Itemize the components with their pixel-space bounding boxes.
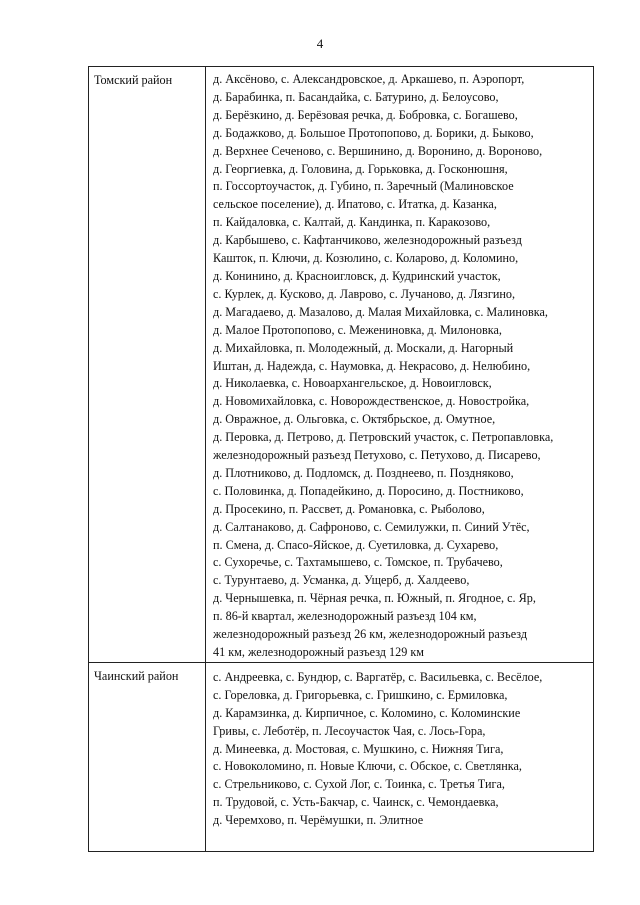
settlements-line: с. Курлек, д. Кусково, д. Лаврово, с. Лучаново, д. Лязгино, — [213, 286, 516, 301]
settlements-line: д. Аксёново, с. Александровское, д. Аркашево, п. Аэропорт, — [213, 72, 525, 86]
settlements-cell — [206, 67, 594, 663]
settlements-line: д. Малое Протопопово, с. Межениновка, д. Милоновка, — [213, 322, 502, 337]
settlements-line: д. Георгиевка, д. Головина, д. Горьковка, д. Госконюшня, — [213, 161, 508, 176]
settlements-line: д. Николаевка, с. Новоархангельское, д. Новоигловск, — [213, 376, 492, 391]
settlements-line: д. Карбышево, с. Кафтанчиково, железнодорожный разъезд — [213, 233, 522, 248]
settlements-line: сельское поселение), д. Ипатово, с. Итатка, д. Казанка, — [213, 197, 497, 212]
settlements-line: д. Карамзинка, д. Кирпичное, с. Коломино, с. Коломинские — [213, 705, 521, 720]
settlements-line: д. Берёзкино, д. Берёзовая речка, д. Бобровка, с. Богашево, — [213, 107, 518, 122]
settlements-line: д. Салтанаково, д. Сафроново, с. Семилужки, п. Синий Утёс, — [213, 519, 530, 534]
settlements-line: д. Михайловка, п. Молодежный, д. Москали, д. Нагорный — [213, 340, 514, 355]
settlements-line: д. Конинино, д. Красноигловск, д. Кудринский участок, — [213, 268, 501, 283]
settlements-line: с. Андреевка, с. Бундюр, с. Варгатёр, с. Васильевка, с. Весёлое, — [213, 669, 543, 684]
settlements-line: д. Магадаево, д. Мазалово, д. Малая Михайловка, с. Малиновка, — [213, 304, 548, 319]
settlements-line: д. Плотниково, д. Подломск, д. Позднеево, п. Поздняково, — [213, 465, 514, 480]
settlements-line: д. Новомихайловка, с. Новорождественское, д. Новостройка, — [213, 394, 530, 409]
settlements-line: д. Просекино, п. Рассвет, д. Романовка, с. Рыболово, — [213, 501, 485, 516]
settlements-line: с. Сухоречье, с. Тахтамышево, с. Томское, п. Трубачево, — [213, 555, 503, 570]
settlements-line: п. Кайдаловка, с. Калтай, д. Кандинка, п. Каракозово, — [213, 215, 491, 230]
regions-table — [88, 66, 594, 852]
settlements-line: железнодорожный разъезд 26 км, железнодорожный разъезд — [213, 627, 528, 642]
settlements-line: д. Перовка, д. Петрово, д. Петровский участок, с. Петропавловка, — [213, 430, 554, 445]
settlements-line: Гривы, с. Леботёр, п. Лесоучасток Чая, с. Лось-Гора, — [213, 723, 486, 738]
table-row — [89, 67, 594, 663]
page-number: 4 — [316, 36, 324, 51]
region-name: Чаинский район — [94, 668, 179, 683]
settlements-cell — [206, 662, 594, 851]
settlements-line: 41 км, железнодорожный разъезд 129 км — [213, 645, 425, 659]
settlements-line: с. Новоколомино, п. Новые Ключи, с. Обское, с. Светлянка, — [213, 759, 522, 774]
region-name-cell — [89, 662, 206, 851]
settlements-line: железнодорожный разъезд Петухово, с. Петухово, д. Писарево, — [213, 448, 541, 463]
settlements-line: с. Стрельниково, с. Сухой Лог, с. Тоинка, с. Третья Тига, — [213, 777, 505, 792]
region-name: Томский район — [94, 73, 173, 87]
settlements-line: п. Госсортоучасток, д. Губино, п. Заречный (Малиновское — [213, 179, 514, 194]
settlements-line: д. Овражное, д. Ольговка, с. Октябрьское, д. Омутное, — [213, 412, 496, 427]
settlements-line: с. Турунтаево, д. Усманка, д. Ущерб, д. Халдеево, — [213, 573, 470, 588]
settlements-line: п. Трудовой, с. Усть-Бакчар, с. Чаинск, с. Чемондаевка, — [213, 795, 499, 810]
settlements-line: с. Половинка, д. Попадейкино, д. Поросино, д. Постниково, — [213, 483, 524, 498]
settlements-line: д. Барабинка, п. Басандайка, с. Батурино, д. Белоусово, — [213, 89, 499, 104]
settlements-line: п. Смена, д. Спасо-Яйское, д. Суетиловка, д. Сухарево, — [213, 537, 499, 552]
settlements-line: д. Черемхово, п. Черёмушки, п. Элитное — [213, 813, 424, 828]
table-row — [89, 662, 594, 851]
settlements-line: с. Гореловка, д. Григорьевка, с. Гришкино, с. Ермиловка, — [213, 687, 508, 702]
settlements-line: д. Бодажково, д. Большое Протопопово, д. Борики, д. Быково, — [213, 125, 534, 140]
settlements-line: Кашток, п. Ключи, д. Козюлино, с. Коларово, д. Коломино, — [213, 251, 519, 266]
region-name-cell — [89, 67, 206, 663]
settlements-line: п. 86-й квартал, железнодорожный разъезд 104 км, — [213, 609, 477, 624]
settlements-line: д. Верхнее Сеченово, с. Вершинино, д. Воронино, д. Вороново, — [213, 143, 543, 158]
settlements-line: д. Чернышевка, п. Чёрная речка, п. Южный, п. Ягодное, с. Яр, — [213, 591, 536, 606]
settlements-line: Иштан, д. Надежда, с. Наумовка, д. Некрасово, д. Нелюбино, — [213, 358, 531, 373]
settlements-line: д. Минеевка, д. Мостовая, с. Мушкино, с. Нижняя Тига, — [213, 741, 504, 756]
